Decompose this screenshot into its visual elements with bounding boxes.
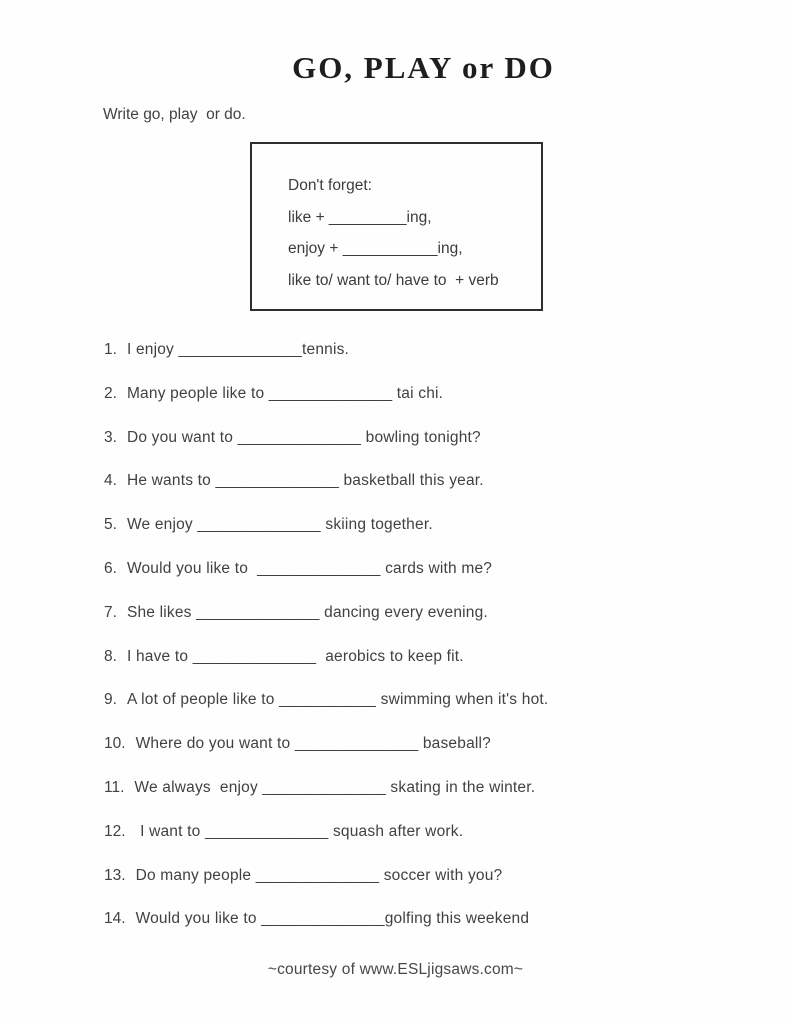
item-text: We always enjoy ______________ skating in the winter. <box>134 778 536 796</box>
footer-credit: ~courtesy of www.ESLjigsaws.com~ <box>267 961 524 978</box>
item-text: Do many people ______________ soccer with you? <box>135 866 503 884</box>
instruction-text: Write go, play or do. <box>103 106 246 123</box>
item-number: 6. <box>104 559 117 577</box>
exercise-item <box>104 690 724 710</box>
exercise-item <box>104 647 724 667</box>
item-number: 12. <box>104 822 126 840</box>
item-number: 14. <box>104 910 126 928</box>
item-number: 9. <box>104 691 117 709</box>
item-number: 7. <box>104 603 117 621</box>
exercise-item <box>104 866 724 886</box>
item-text: We enjoy ______________ skiing together. <box>126 516 433 534</box>
item-number: 4. <box>104 472 117 490</box>
item-text: I want to ______________ squash after work. <box>135 822 464 840</box>
reminder-line: enjoy + ___________ing, <box>288 240 463 257</box>
item-number: 13. <box>104 866 126 884</box>
item-text: Would you like to ______________ cards with me? <box>126 559 493 577</box>
item-number: 1. <box>104 341 117 358</box>
exercise-item <box>104 515 724 535</box>
item-text: Would you like to ______________golfing this weekend <box>135 910 530 928</box>
item-number: 11. <box>104 778 125 796</box>
exercise-item <box>104 822 724 842</box>
item-text: He wants to ______________ basketball this year. <box>126 472 484 490</box>
item-text: I enjoy ______________tennis. <box>126 341 350 358</box>
item-text: She likes ______________ dancing every evening. <box>126 603 488 621</box>
item-text: Where do you want to ______________ baseball? <box>135 735 491 753</box>
exercise-item <box>104 471 724 491</box>
item-text: I have to ______________ aerobics to keep fit. <box>126 647 464 665</box>
item-number: 10. <box>104 735 126 753</box>
item-number: 5. <box>104 516 117 534</box>
item-text: A lot of people like to ___________ swimming when it's hot. <box>126 691 549 709</box>
exercise-item <box>104 559 724 579</box>
exercise-item <box>104 778 724 798</box>
exercise-item <box>104 428 724 448</box>
exercise-item <box>104 603 724 623</box>
item-number: 3. <box>104 428 117 446</box>
exercise-item <box>104 734 724 754</box>
reminder-line: like + _________ing, <box>288 208 432 226</box>
page-title: GO, PLAY or DO <box>292 50 555 85</box>
item-number: 8. <box>104 647 117 665</box>
item-text: Do you want to ______________ bowling tonight? <box>126 428 481 446</box>
exercise-list <box>104 340 724 953</box>
reminder-heading: Don't forget: <box>288 177 372 194</box>
exercise-item <box>104 340 724 360</box>
item-text: Many people like to ______________ tai chi. <box>126 384 444 402</box>
item-number: 2. <box>104 384 117 402</box>
exercise-item <box>104 909 724 929</box>
reminder-box <box>250 142 543 311</box>
exercise-item <box>104 384 724 404</box>
reminder-line: like to/ want to/ have to + verb <box>288 271 499 289</box>
